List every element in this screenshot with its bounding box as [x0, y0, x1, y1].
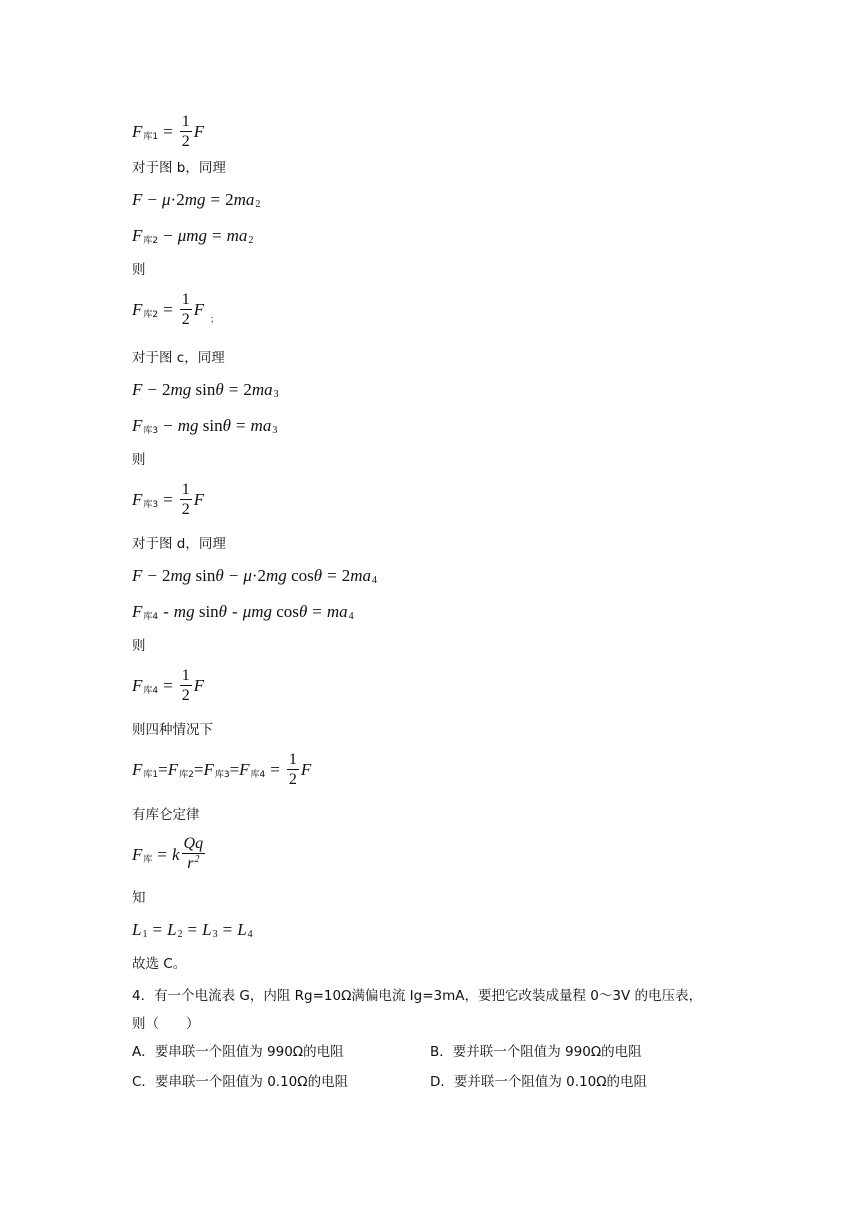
text-fig-c: 对于图 c，同理: [132, 350, 225, 366]
text-four-cases: 则四种情况下: [132, 722, 213, 738]
equation-d-single: F 库4 - mg sin θ - μmg cos θ = ma 4: [132, 602, 354, 622]
equation-c-system: F − 2 mg sin θ = 2 ma 3: [132, 380, 279, 400]
equation-f-ku4: F 库4 = $\frac{1}{2}$ F: [132, 667, 205, 704]
text-fig-b: 对于图 b，同理: [132, 160, 226, 176]
equation-b-system: F − μ ·2 mg = 2 ma 2: [132, 190, 261, 210]
text-coulomb: 有库仑定律: [132, 807, 200, 823]
option-c[interactable]: C．要串联一个阻值为 0.10Ω的电阻: [132, 1074, 349, 1090]
equation-b-single: F 库2 − μmg = ma 2: [132, 226, 254, 246]
text-choice: 故选 C。: [132, 956, 187, 972]
option-a[interactable]: A．要串联一个阻值为 990Ω的电阻: [132, 1044, 344, 1060]
question-stem-line2: 则（ ）: [132, 1016, 200, 1032]
equation-f-ku3: F 库3 = $\frac{1}{2}$ F: [132, 481, 205, 518]
equation-distance-equal: L 1 = L 2 = L 3 = L 4: [132, 920, 253, 940]
text-ze: 则: [132, 452, 146, 468]
equation-f-ku2: F 库2 = $\frac{1}{2}$ F ；: [132, 291, 220, 328]
question-number: 4．: [132, 988, 155, 1004]
equation-coulomb-law: F 库 = k $\frac{Qq}{r^2}$: [132, 835, 204, 872]
equation-d-system: F − 2 mg sin θ − μ ·2 mg cos θ = 2 ma 4: [132, 566, 377, 586]
text-ze: 则: [132, 262, 146, 278]
text-zhi: 知: [132, 890, 146, 906]
option-d[interactable]: D．要并联一个阻值为 0.10Ω的电阻: [430, 1074, 648, 1090]
question-stem-line1: 4．有一个电流表 G，内阻 Rg=10Ω满偏电流 Ig=3mA，要把它改装成量程 0～3V 的电压表，: [132, 988, 703, 1004]
text-ze: 则: [132, 638, 146, 654]
option-b[interactable]: B．要并联一个阻值为 990Ω的电阻: [430, 1044, 642, 1060]
equation-f-ku1: F 库1 = $\frac{1}{2}$ F: [132, 113, 205, 150]
text-fig-d: 对于图 d，同理: [132, 536, 226, 552]
equation-all-equal: F 库1 = F 库2 = F 库3 = F 库4 = $\frac{1}{2}$ F: [132, 751, 312, 788]
equation-c-single: F 库3 − mg sin θ = ma 3: [132, 416, 278, 436]
